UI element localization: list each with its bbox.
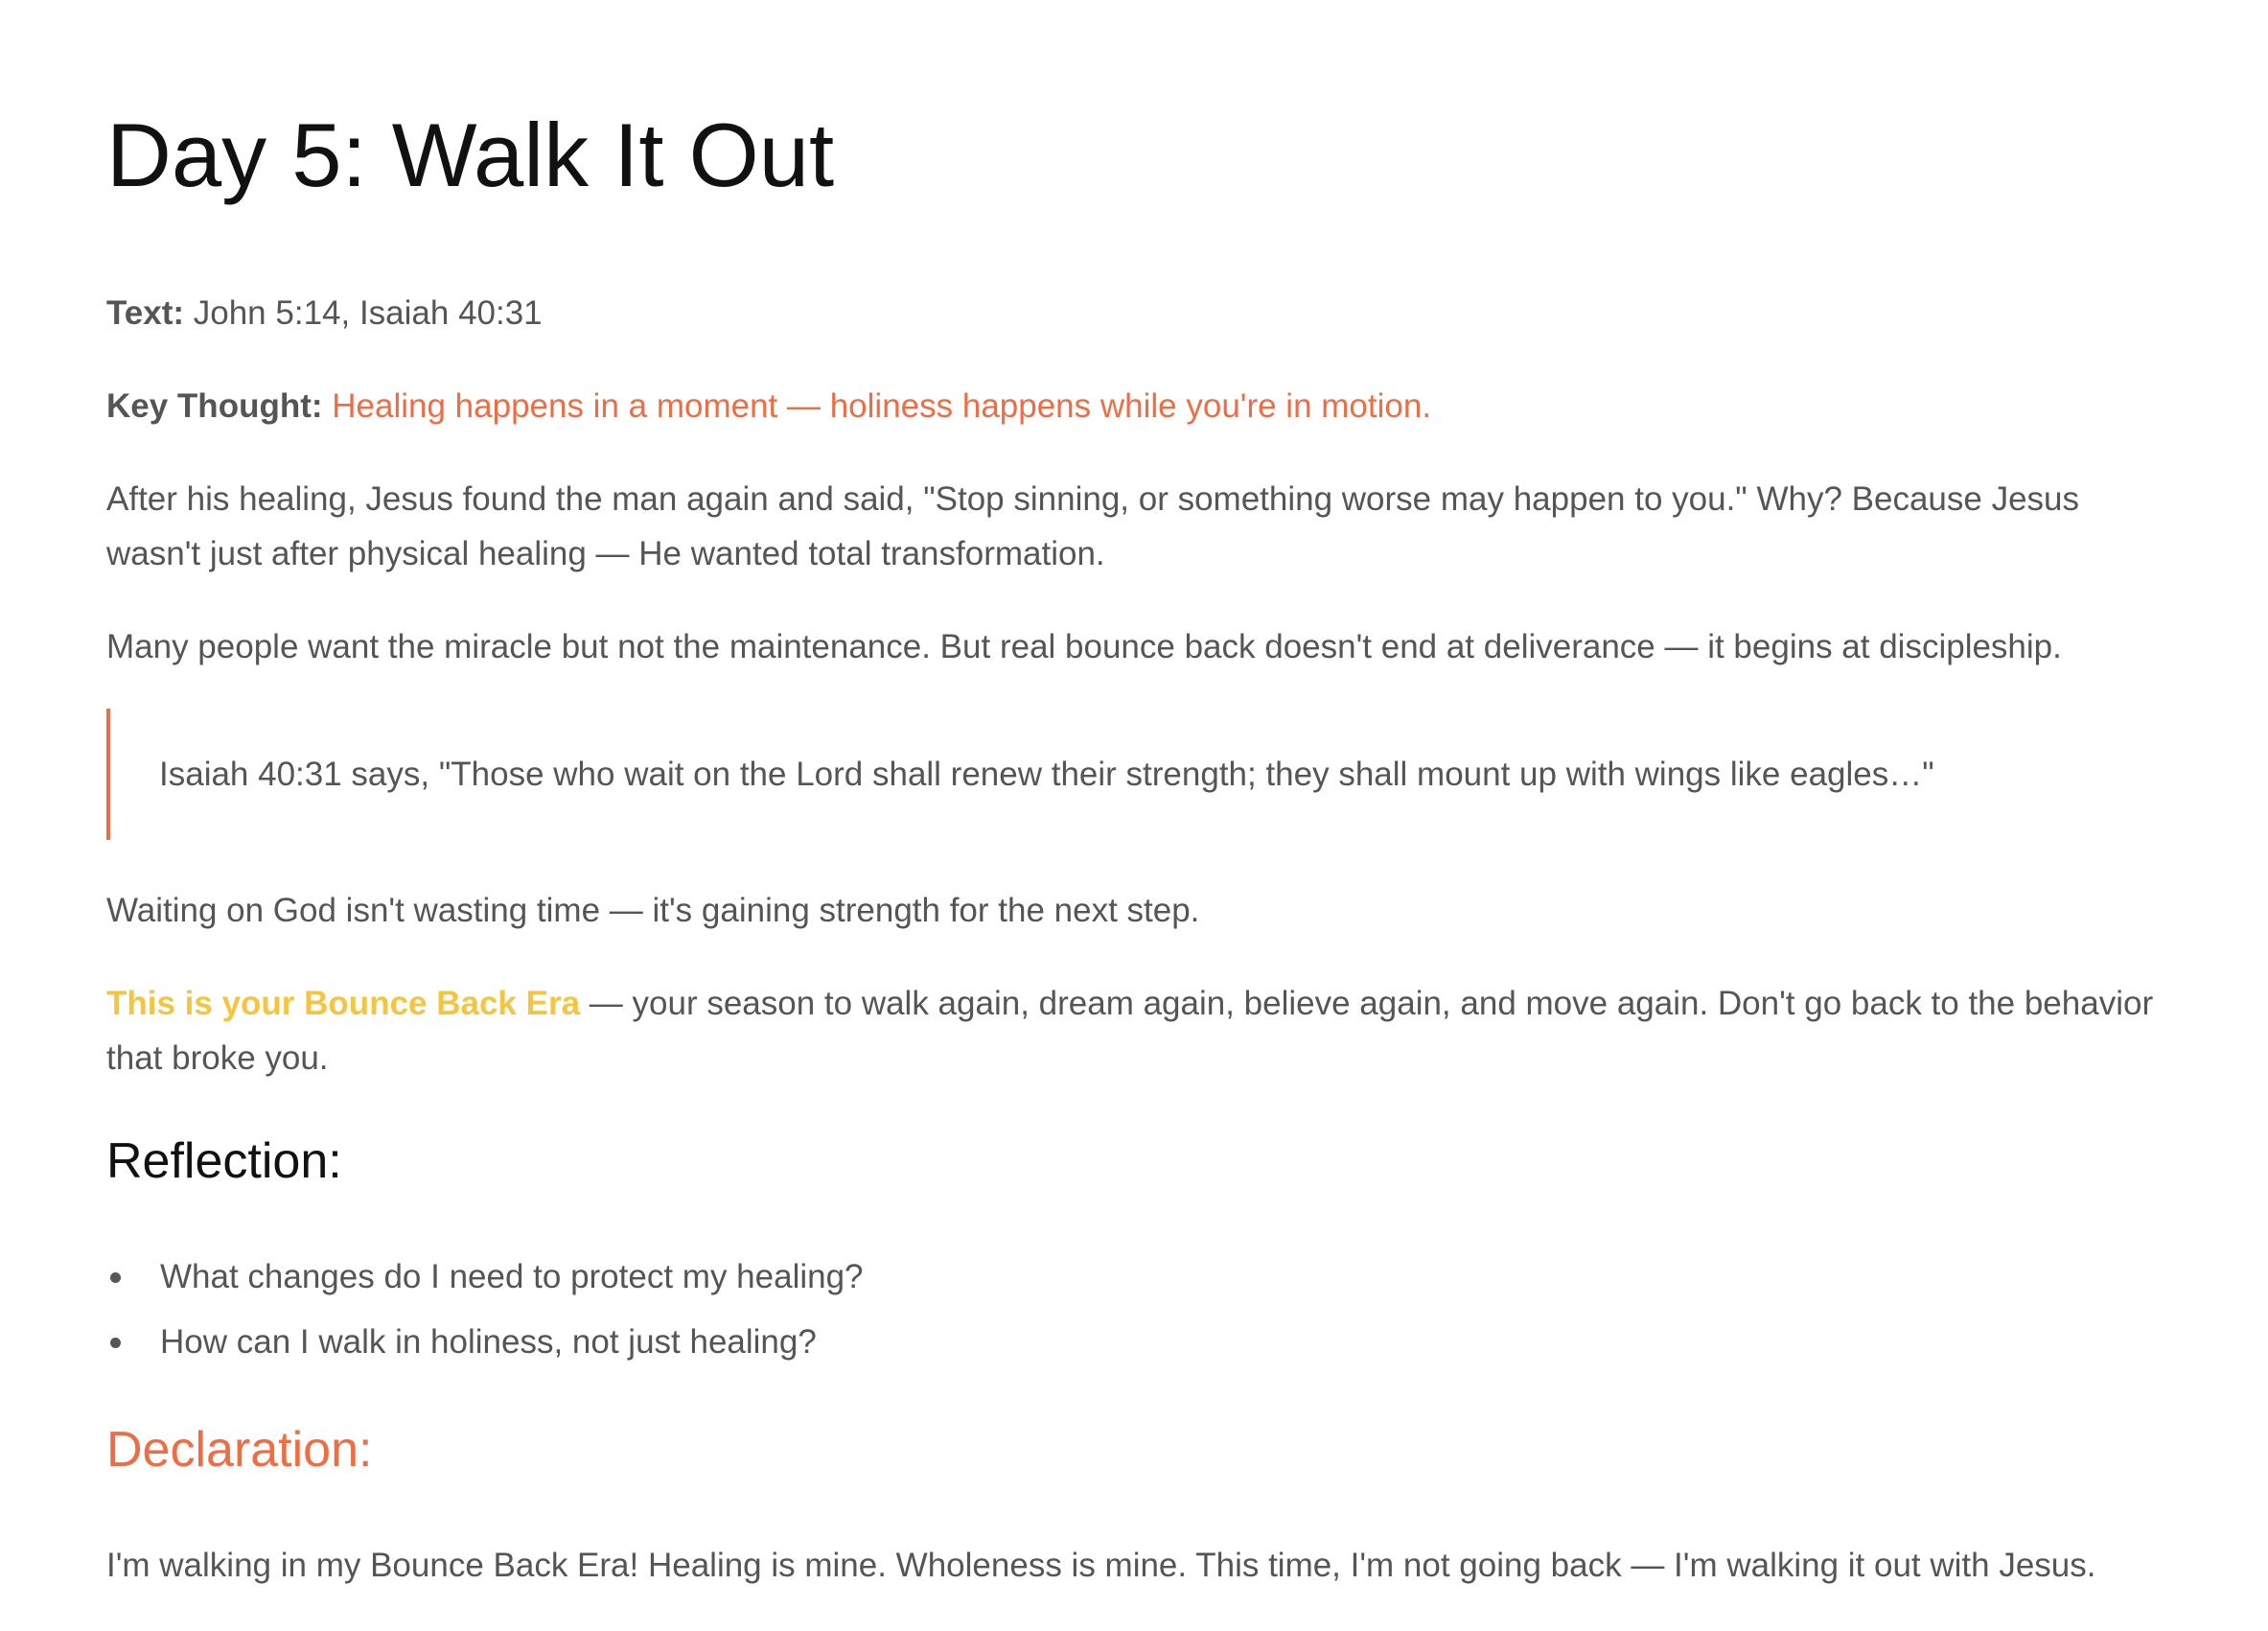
key-thought-line <box>106 379 1431 433</box>
text-reference-value: John 5:14, Isaiah 40:31 <box>184 294 543 332</box>
declaration-heading: Declaration: <box>106 1422 373 1478</box>
bullet-icon <box>110 1338 121 1348</box>
bullet-icon <box>110 1272 121 1283</box>
list-item <box>106 1245 864 1310</box>
scripture-blockquote <box>106 709 2158 840</box>
paragraph-2: Many people want the miracle but not the maintenance. But real bounce back doesn't end at deliverance — it begins at discipleship. <box>106 628 2062 665</box>
text-reference-line <box>106 286 543 340</box>
reflection-list <box>106 1245 864 1375</box>
reflection-heading: Reflection: <box>106 1133 342 1189</box>
paragraph-3: Waiting on God isn't wasting time — it's gaining strength for the next step. <box>106 892 1200 929</box>
paragraph-1-line-1: After his healing, Jesus found the man again and said, "Stop sinning, or something worse may happen to you." Why? Because Jesus <box>106 480 2079 518</box>
list-item <box>106 1310 864 1375</box>
bounce-back-era-highlight: This is your Bounce Back Era <box>106 985 581 1022</box>
paragraph-4-line-1 <box>106 976 2153 1031</box>
blockquote-text: Isaiah 40:31 says, "Those who wait on the Lord shall renew their strength; they shall mount up with wings like eagles…" <box>159 756 1934 793</box>
reflection-item-text: What changes do I need to protect my healing? <box>160 1258 864 1295</box>
page-title: Day 5: Walk It Out <box>106 105 835 205</box>
paragraph-4-line-2: that broke you. <box>106 1039 329 1077</box>
paragraph-4-rest: — your season to walk again, dream again, believe again, and move again. Don't go back to the behavior <box>580 985 2154 1022</box>
text-label: Text: <box>106 294 185 332</box>
key-thought-label: Key Thought: <box>106 387 323 425</box>
paragraph-1-line-2: wasn't just after physical healing — He wanted total transformation. <box>106 535 1105 572</box>
reflection-item-text: How can I walk in holiness, not just healing? <box>160 1323 817 1361</box>
key-thought-value: Healing happens in a moment — holiness happens while you're in motion. <box>322 387 1432 425</box>
declaration-text: I'm walking in my Bounce Back Era! Healing is mine. Wholeness is mine. This time, I'm not going back — I'm walking it out with Jesus. <box>106 1547 2096 1584</box>
